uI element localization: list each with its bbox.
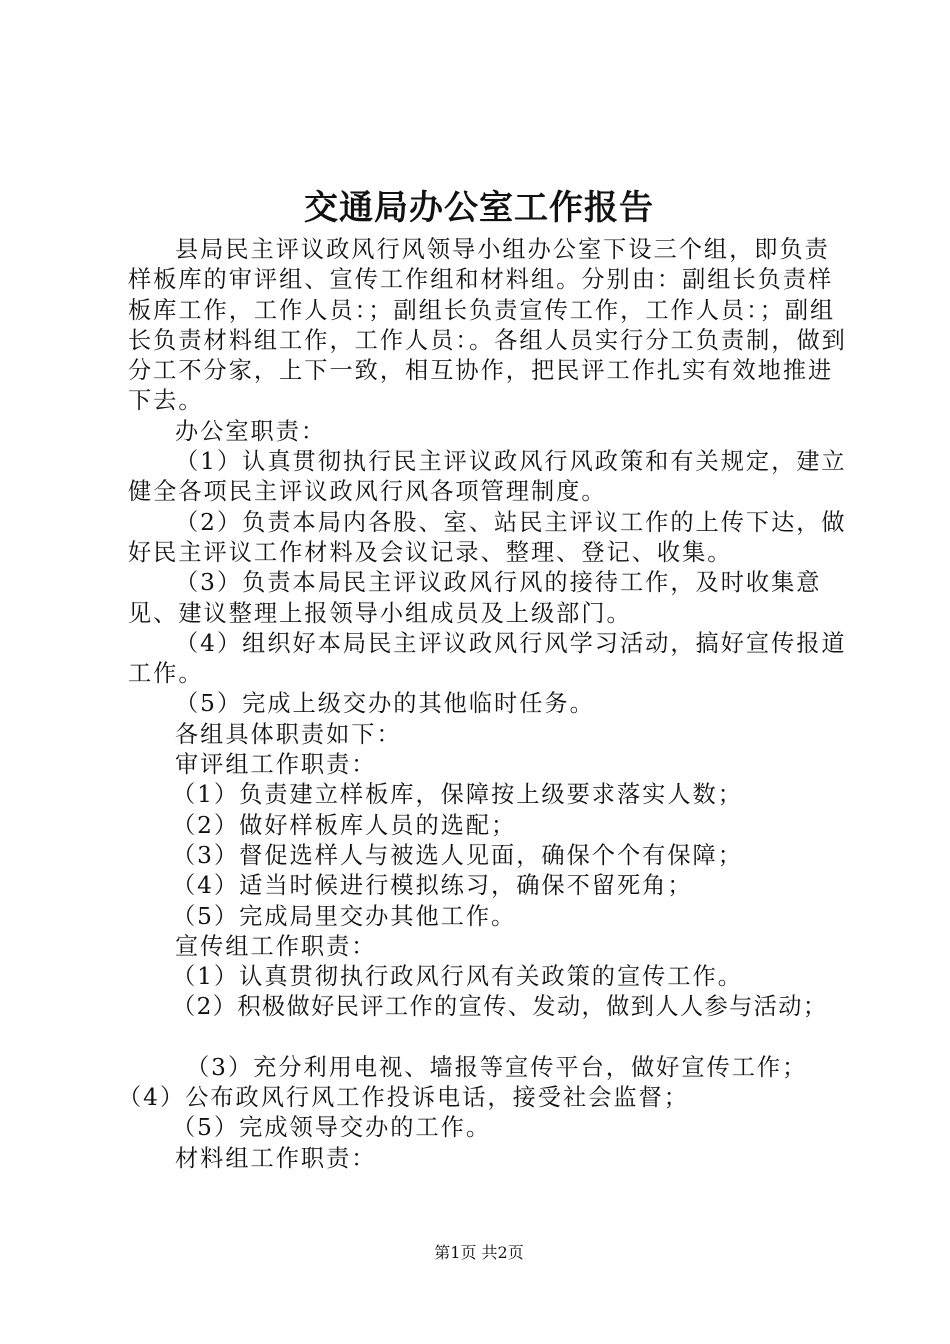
office-duty-item: （4）组织好本局民主评议政风行风学习活动，搞好宣传报道工作。 [128,629,847,688]
office-duty-item: （1）认真贯彻执行民主评议政风行风政策和有关规定，建立健全各项民主评议政风行风各项管理制度。 [128,448,847,506]
publicity-duty-item: （3）充分利用电视、墙报等宣传平台，做好宣传工作； [186,1053,808,1081]
blank-line [128,1023,848,1053]
office-duty-item: （3）负责本局民主评议政风行风的接待工作，及时收集意见、建议整理上报领导小组成员及上级部门。 [128,569,822,627]
review-duty-item: （1）负责建立样板库，保障按上级要求落实人数； [172,781,743,809]
document-title: 交通局办公室工作报告 [304,188,654,228]
publicity-group-heading: 宣传组工作职责： [175,932,377,960]
page-number-footer: 第1页 共2页 [434,1243,524,1262]
publicity-duty-item: （5）完成领导交办的工作。 [172,1114,492,1142]
review-duty-item: （3）督促选样人与被选人见面，确保个个有保障； [172,841,743,869]
review-group-heading: 审评组工作职责： [175,751,377,779]
review-duty-item: （5）完成局里交办其他工作。 [172,902,517,930]
office-duty-item: （2）负责本局内各股、室、站民主评议工作的上传下达，做好民主评议工作材料及会议记录、整理、登记、收集。 [128,508,847,566]
intro-paragraph: 县局民主评议政风行风领导小组办公室下设三个组，即负责样板库的审评组、宣传工作组和材料组。分别由：副组长负责样板库工作，工作人员：；副组长负责宣传工作，工作人员：；副组长负责材料组工作，工作人员：。各组人员实行分工负责制，做到分工不分家，上下一致，相互协作，把民评工作扎实有效地推进下去。 [128,236,847,415]
publicity-duty-item: （4）公布政风行风工作投诉电话，接受社会监督； [118,1084,689,1112]
office-duty-item: （5）完成上级交办的其他临时任务。 [175,690,595,718]
office-duties-heading: 办公室职责： [175,417,327,445]
publicity-duty-item: （1）认真贯彻执行政风行风有关政策的宣传工作。 [172,963,743,991]
review-duty-item: （4）适当时候进行模拟练习，确保不留死角； [172,872,693,900]
materials-group-heading: 材料组工作职责： [175,1144,377,1172]
groups-heading: 各组具体职责如下： [175,720,402,748]
review-duty-item: （2）做好样板库人员的选配； [172,811,517,839]
document-body [118,235,848,1174]
publicity-duty-item: （2）积极做好民评工作的宣传、发动，做到人人参与活动； [172,993,828,1021]
